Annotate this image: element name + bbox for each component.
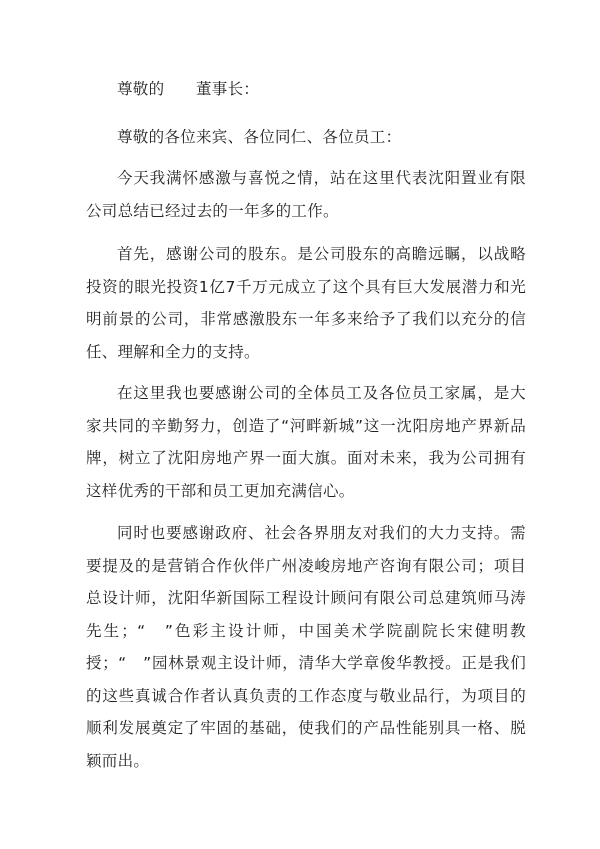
greeting-chairman: 尊敬的 董事长： (117, 80, 260, 98)
paragraph-shareholders: 首先，感谢公司的股东。是公司股东的高瞻远瞩，以战略投资的眼光投资1亿7千万元成立了这个具有巨大发展潜力和光明前景的公司，非常感激股东一年多来给予了我们以充分的信任、理解和全力的支持。 (86, 245, 526, 361)
paragraph-partners: 同时也要感谢政府、社会各界朋友对我们的大力支持。需要提及的是营销合作伙伴广州凌峻房地产咨询有限公司；项目总设计师，沈阳华新国际工程设计顾问有限公司总建筑师马涛先生；“ ”色彩主设计师，中国美术学院副院长宋健明教授；“ ”园林景观主设计师，清华大学章俊华教授。正是我们的这些真诚合作者认真负责的工作态度与敬业品行，为项目的顺利发展奠定了牢固的基础，使我们的产品性能别具一格、脱颖而出。 (86, 524, 526, 770)
paragraph-opening: 今天我满怀感激与喜悦之情，站在这里代表沈阳置业有限公司总结已经过去的一年多的工作。 (86, 169, 526, 220)
greeting-all: 尊敬的各位来宾、各位同仁、各位员工： (117, 128, 402, 146)
paragraph-employees: 在这里我也要感谢公司的全体员工及各位员工家属，是大家共同的辛勤努力，创造了“河畔新城”这一沈阳房地产界新品牌，树立了沈阳房地产界一面大旗。面对未来，我为公司拥有这样优秀的干部和员工更加充满信心。 (86, 384, 526, 500)
